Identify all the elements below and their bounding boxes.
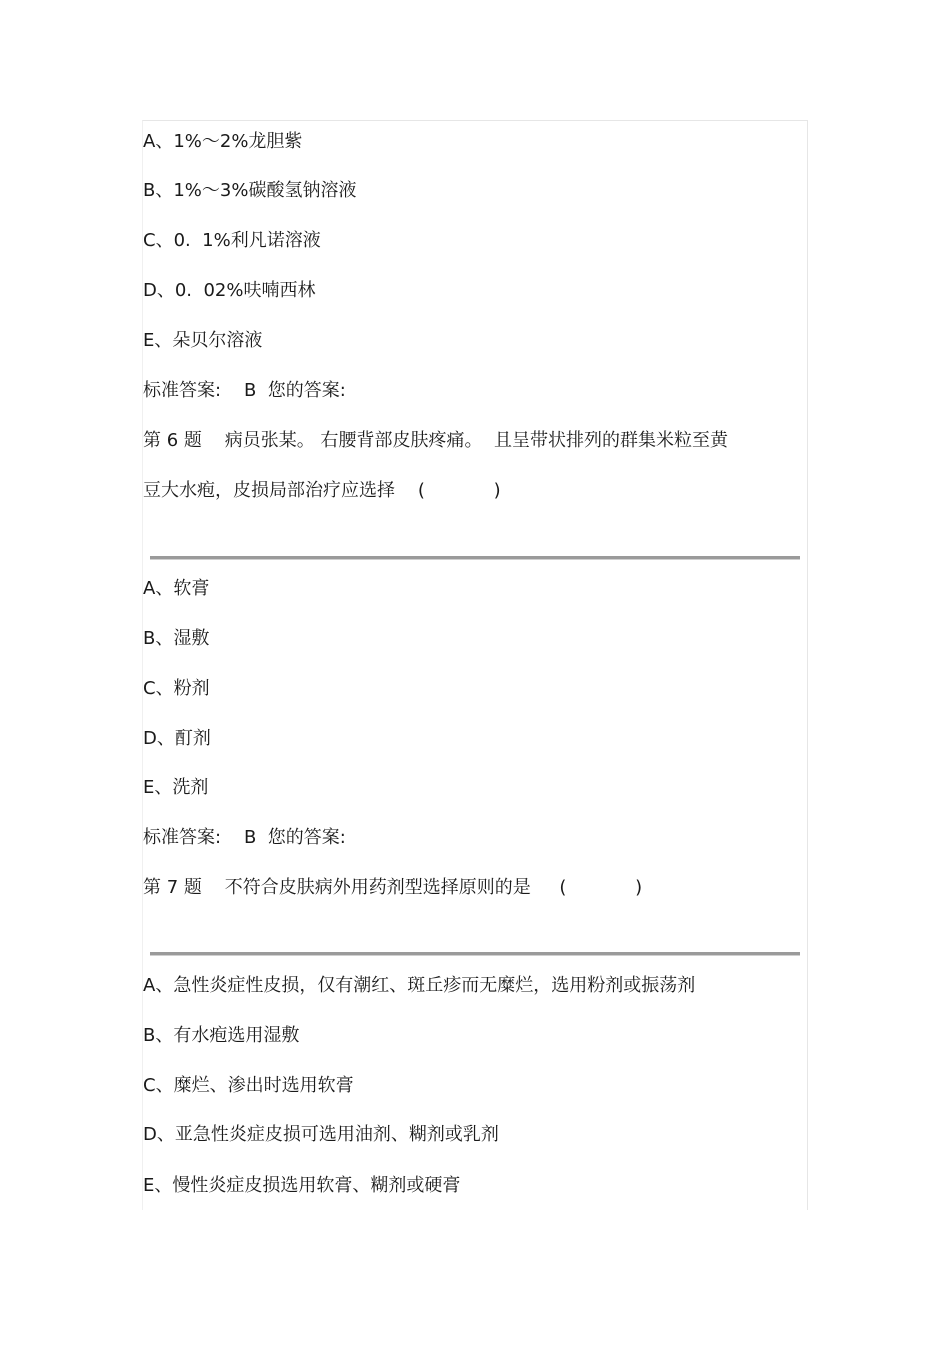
q6-option-a: A、软膏 (143, 578, 210, 599)
q5-option-c: C、0. 1%利凡诺溶液 (143, 230, 321, 251)
q7-option-c: C、糜烂、渗出时选用软膏 (143, 1075, 354, 1096)
q6-option-e: E、洗剂 (143, 777, 209, 798)
q6-option-d: D、酊剂 (143, 728, 211, 749)
q7-option-e: E、慢性炎症皮损选用软膏、糊剂或硬膏 (143, 1175, 461, 1196)
q7-divider (150, 952, 800, 956)
q6-stem-line1: 第 6 题 病员张某。 右腰背部皮肤疼痛。 且呈带状排列的群集米粒至黄 (143, 430, 728, 451)
q6-stem-line2: 豆大水疱，皮损局部治疗应选择 ( ) (143, 480, 501, 501)
q7-option-a: A、急性炎症性皮损，仅有潮红、斑丘疹而无糜烂，选用粉剂或振荡剂 (143, 975, 696, 996)
q7-stem-line1: 第 7 题 不符合皮肤病外用药剂型选择原则的是 ( ) (143, 877, 643, 898)
q7-option-b: B、有水疱选用湿敷 (143, 1025, 300, 1046)
q5-option-b: B、1%～3%碳酸氢钠溶液 (143, 180, 357, 201)
q5-option-d: D、0. 02%呋喃西林 (143, 280, 316, 301)
q6-answer: 标准答案: B 您的答案: (143, 827, 346, 848)
q5-option-e: E、朵贝尔溶液 (143, 330, 263, 351)
q6-option-c: C、粉剂 (143, 678, 210, 699)
q6-divider (150, 556, 800, 560)
q7-option-d: D、亚急性炎症皮损可选用油剂、糊剂或乳剂 (143, 1124, 499, 1145)
q6-option-b: B、湿敷 (143, 628, 210, 649)
q5-answer: 标准答案: B 您的答案: (143, 380, 346, 401)
q5-option-a: A、1%～2%龙胆紫 (143, 131, 303, 152)
